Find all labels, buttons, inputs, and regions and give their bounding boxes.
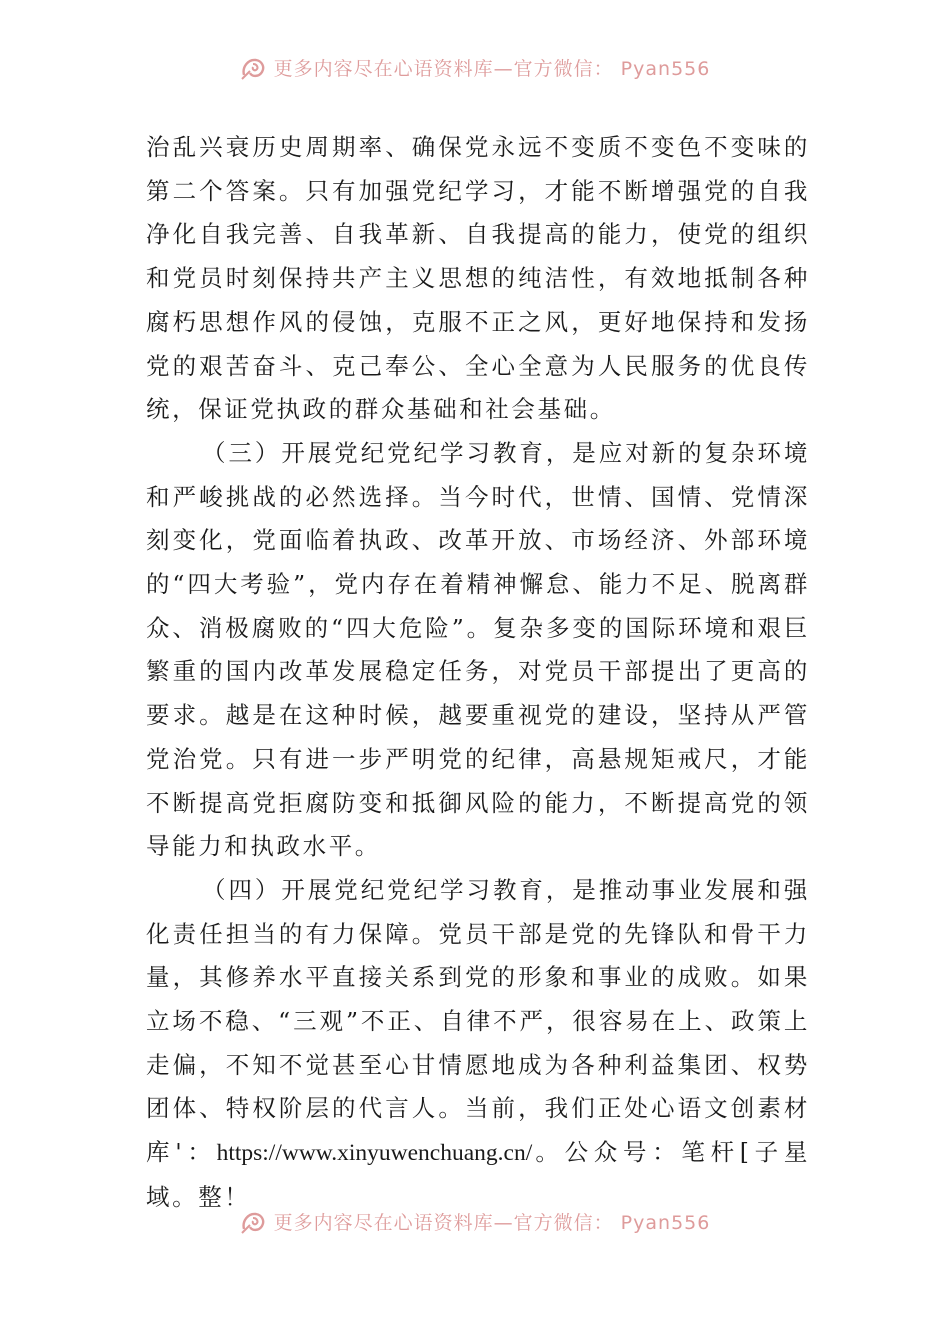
source-url: https://www.xinyuwenchuang.cn/	[216, 1140, 533, 1167]
watermark-text: 更多内容尽在心语资料库—官方微信： Pyan556	[273, 1212, 711, 1234]
document-body	[146, 126, 810, 1220]
watermark-text: 更多内容尽在心语资料库—官方微信： Pyan556	[273, 58, 711, 80]
paragraph-continuation: 治乱兴衰历史周期率、确保党永远不变质不变色不变味的第二个答案。只有加强党纪学习，才能不断增强党的自我净化自我完善、自我革新、自我提高的能力，使党的组织和党员时刻保持共产主义思想的纯洁性，有效地抵制各种腐朽思想作风的侵蚀，克服不正之风，更好地保持和发扬党的艰苦奋斗、克己奉公、全心全意为人民服务的优良传统，保证党执政的群众基础和社会基础。	[146, 133, 810, 424]
header-watermark	[0, 54, 950, 81]
section-four-text: （四）开展党纪党纪学习教育，是推动事业发展和强化责任担当的有力保障。党员干部是党的先锋队和骨干力量，其修养水平直接关系到党的形象和事业的成败。如果立场不稳、“三观”不正、自律不严，很容易在上、政策上走偏，不知不觉甚至心甘情愿地成为各种利益集团、权势团体、特权阶层的代言人。当前，我们正处心语文创素材库'：	[146, 875, 810, 1167]
paragraph-section-three: （三）开展党纪党纪学习教育，是应对新的复杂环境和严峻挑战的必然选择。当今时代，世情、国情、党情深刻变化，党面临着执政、改革开放、市场经济、外部环境的“四大考验”，党内存在着精神懈怠、能力不足、脱离群众、消极腐败的“四大危险”。复杂多变的国际环境和艰巨繁重的国内改革发展稳定任务，对党员干部提出了更高的要求。越是在这种时候，越要重视党的建设，坚持从严管党治党。只有进一步严明党的纪律，高悬规矩戒尺，才能不断提高党拒腐防变和抵御风险的能力，不断提高党的领导能力和执政水平。	[146, 438, 810, 861]
paragraph-section-four	[146, 869, 810, 1220]
logo-icon	[240, 55, 268, 81]
footer-watermark	[0, 1208, 950, 1235]
section-four-tail: 。公众号：笔杆[子星域。整！	[146, 1138, 810, 1211]
logo-icon	[240, 1209, 268, 1235]
